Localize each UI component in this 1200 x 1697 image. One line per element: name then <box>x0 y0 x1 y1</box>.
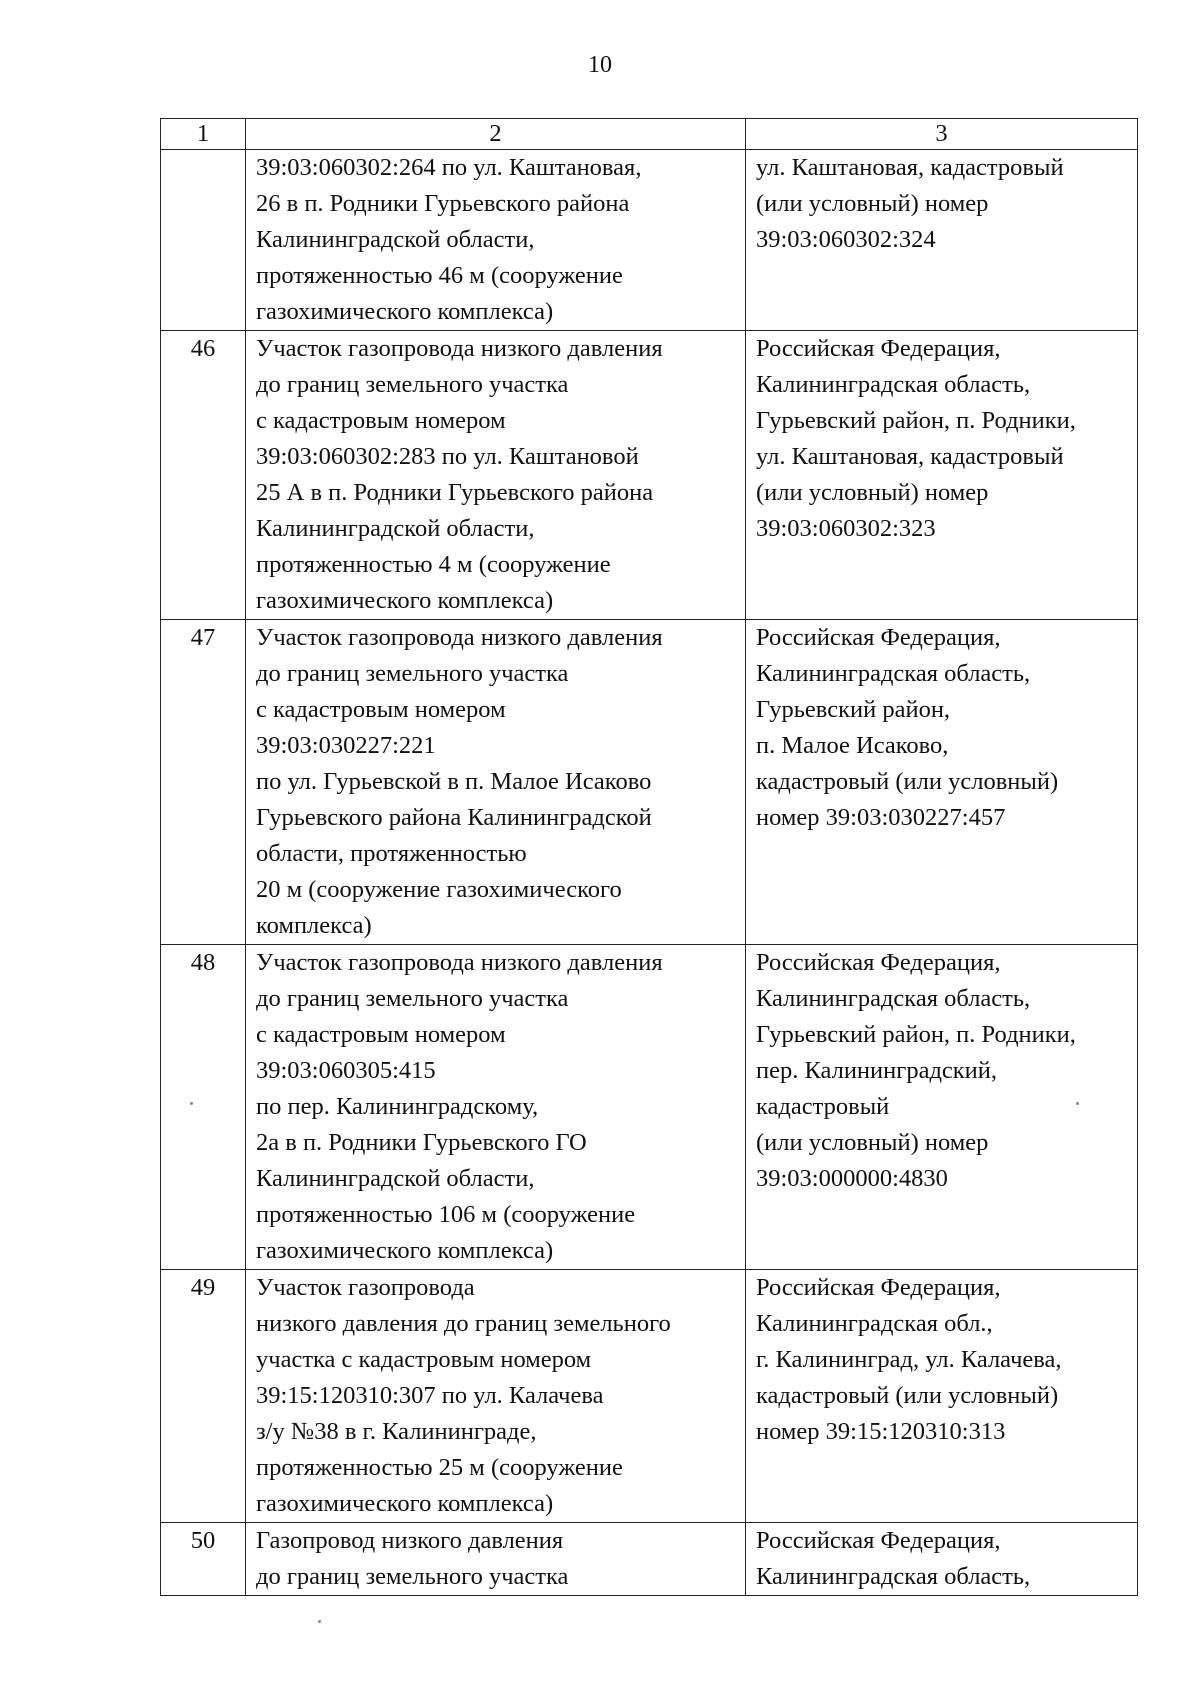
table-row <box>161 150 1138 331</box>
description-line: газохимического комплекса) <box>256 1490 554 1517</box>
location-line: Гурьевский район, п. Родники, <box>756 407 1076 434</box>
location-line: Калининградская обл., <box>756 1310 993 1337</box>
description-line: газохимического комплекса) <box>256 298 554 325</box>
location-line: п. Малое Исаково, <box>756 732 949 759</box>
location-line: ул. Каштановая, кадастровый <box>756 154 1064 181</box>
object-description <box>246 331 746 620</box>
table-row <box>161 331 1138 620</box>
column-header-2: 2 <box>246 119 746 150</box>
description-line: участка с кадастровым номером <box>256 1346 592 1373</box>
object-location <box>746 331 1138 620</box>
description-line: 39:03:030227:221 <box>256 732 436 759</box>
location-line: номер 39:03:030227:457 <box>756 804 1006 831</box>
location-line: Российская Федерация, <box>756 1274 1001 1301</box>
location-line: кадастровый <box>756 1093 890 1120</box>
property-table <box>160 118 1138 1596</box>
description-line: 2а в п. Родники Гурьевского ГО <box>256 1129 587 1156</box>
object-description <box>246 1270 746 1523</box>
location-line: пер. Калининградский, <box>756 1057 998 1084</box>
location-line: Гурьевский район, <box>756 696 951 723</box>
row-number: 48 <box>161 945 246 1270</box>
description-line: Участок газопровода низкого давления <box>256 335 663 362</box>
table-row <box>161 945 1138 1270</box>
location-line: Российская Федерация, <box>756 1527 1001 1554</box>
location-line: Российская Федерация, <box>756 335 1001 362</box>
location-line: кадастровый (или условный) <box>756 768 1059 795</box>
scan-speck <box>1076 1102 1079 1105</box>
description-line: 25 А в п. Родники Гурьевского района <box>256 479 654 506</box>
row-number: 49 <box>161 1270 246 1523</box>
column-header-3: 3 <box>746 119 1138 150</box>
scan-speck <box>318 1620 321 1623</box>
description-line: Участок газопровода <box>256 1274 475 1301</box>
description-line: Участок газопровода низкого давления <box>256 949 663 976</box>
description-line: Газопровод низкого давления <box>256 1527 564 1554</box>
description-line: с кадастровым номером <box>256 696 506 723</box>
description-line: Гурьевского района Калининградской <box>256 804 652 831</box>
table-row <box>161 620 1138 945</box>
location-line: номер 39:15:120310:313 <box>756 1418 1006 1445</box>
location-line: Калининградская область, <box>756 985 1031 1012</box>
description-line: комплекса) <box>256 912 372 939</box>
description-line: з/у №38 в г. Калининграде, <box>256 1418 537 1445</box>
description-line: области, протяженностью <box>256 840 527 867</box>
row-number <box>161 150 246 331</box>
location-line: Российская Федерация, <box>756 949 1001 976</box>
row-number: 47 <box>161 620 246 945</box>
location-line: (или условный) номер <box>756 1129 989 1156</box>
object-description <box>246 620 746 945</box>
location-line: Калининградская область, <box>756 1563 1031 1590</box>
location-line: ул. Каштановая, кадастровый <box>756 443 1064 470</box>
object-location <box>746 945 1138 1270</box>
table-header-row <box>161 119 1138 150</box>
description-line: с кадастровым номером <box>256 1021 506 1048</box>
description-line: газохимического комплекса) <box>256 1237 554 1264</box>
table-body <box>161 150 1138 1596</box>
scan-speck <box>190 1102 193 1105</box>
description-line: 39:03:060302:283 по ул. Каштановой <box>256 443 639 470</box>
description-line: до границ земельного участка <box>256 660 569 687</box>
description-line: протяженностью 106 м (сооружение <box>256 1201 636 1228</box>
description-line: до границ земельного участка <box>256 1563 569 1590</box>
description-line: 39:03:060302:264 по ул. Каштановая, <box>256 154 642 181</box>
description-line: до границ земельного участка <box>256 371 569 398</box>
description-line: Калининградской области, <box>256 226 535 253</box>
location-line: (или условный) номер <box>756 479 989 506</box>
description-line: 26 в п. Родники Гурьевского района <box>256 190 630 217</box>
description-line: по ул. Гурьевской в п. Малое Исаково <box>256 768 652 795</box>
table-row <box>161 1523 1138 1596</box>
description-line: Калининградской области, <box>256 515 535 542</box>
description-line: протяженностью 46 м (сооружение <box>256 262 623 289</box>
location-line: Калининградская область, <box>756 660 1031 687</box>
object-location <box>746 1523 1138 1596</box>
location-line: Российская Федерация, <box>756 624 1001 651</box>
object-description <box>246 945 746 1270</box>
location-line: 39:03:060302:323 <box>756 515 936 542</box>
description-line: протяженностью 4 м (сооружение <box>256 551 611 578</box>
location-line: (или условный) номер <box>756 190 989 217</box>
table-row <box>161 1270 1138 1523</box>
object-location <box>746 620 1138 945</box>
location-line: Калининградская область, <box>756 371 1031 398</box>
description-line: до границ земельного участка <box>256 985 569 1012</box>
object-description <box>246 1523 746 1596</box>
row-number: 46 <box>161 331 246 620</box>
page-number: 10 <box>588 52 612 78</box>
description-line: с кадастровым номером <box>256 407 506 434</box>
row-number: 50 <box>161 1523 246 1596</box>
description-line: низкого давления до границ земельного <box>256 1310 671 1337</box>
location-line: 39:03:000000:4830 <box>756 1165 948 1192</box>
description-line: 20 м (сооружение газохимического <box>256 876 622 903</box>
description-line: Участок газопровода низкого давления <box>256 624 663 651</box>
description-line: газохимического комплекса) <box>256 587 554 614</box>
description-line: по пер. Калининградскому, <box>256 1093 539 1120</box>
location-line: Гурьевский район, п. Родники, <box>756 1021 1076 1048</box>
description-line: 39:03:060305:415 <box>256 1057 436 1084</box>
location-line: г. Калининград, ул. Калачева, <box>756 1346 1062 1373</box>
object-location <box>746 1270 1138 1523</box>
location-line: 39:03:060302:324 <box>756 226 936 253</box>
description-line: Калининградской области, <box>256 1165 535 1192</box>
location-line: кадастровый (или условный) <box>756 1382 1059 1409</box>
column-header-1: 1 <box>161 119 246 150</box>
description-line: 39:15:120310:307 по ул. Калачева <box>256 1382 604 1409</box>
object-description <box>246 150 746 331</box>
description-line: протяженностью 25 м (сооружение <box>256 1454 623 1481</box>
object-location <box>746 150 1138 331</box>
